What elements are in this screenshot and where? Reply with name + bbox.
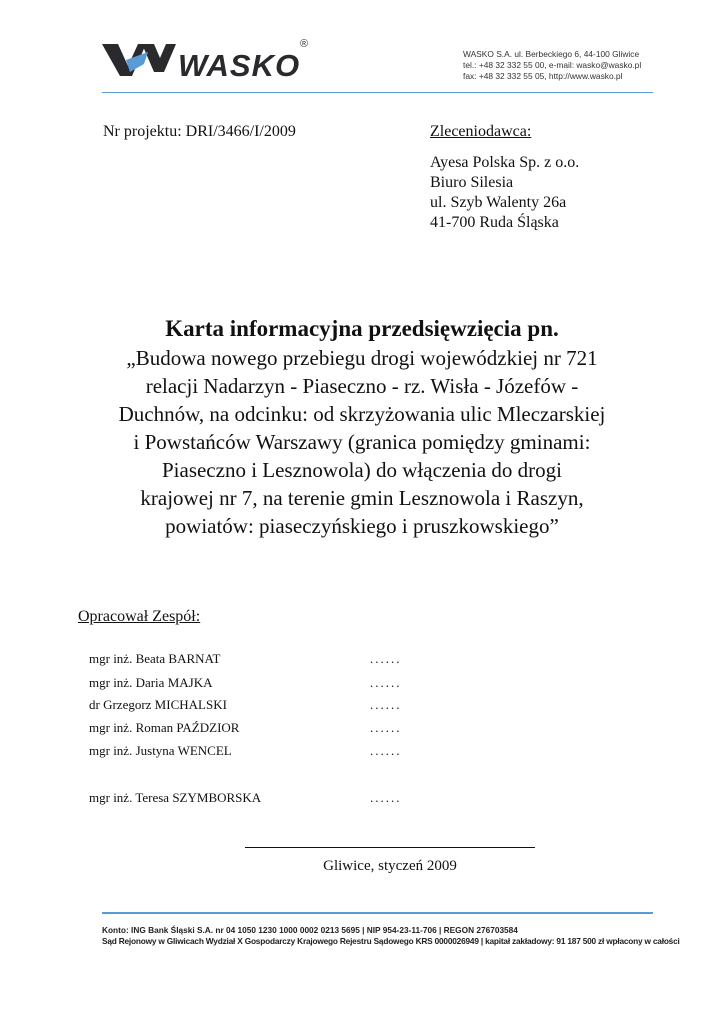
client-office: Biuro Silesia	[430, 174, 514, 191]
document-title-block	[80, 314, 644, 540]
footer-divider	[102, 912, 653, 914]
company-contact-info	[463, 49, 641, 82]
signature-placeholder: ......	[370, 790, 402, 805]
team-heading: Opracował Zespół:	[78, 608, 201, 625]
signature-placeholder: ......	[370, 720, 402, 735]
team-member-name: mgr inż. Daria MAJKA	[89, 675, 213, 690]
company-logo	[102, 40, 317, 82]
team-member-name: mgr inż. Justyna WENCEL	[89, 743, 232, 758]
header-divider	[102, 92, 653, 93]
team-member-name: mgr inż. Teresa SZYMBORSKA	[89, 790, 262, 805]
subtitle-line: krajowej nr 7, na terenie gmin Lesznowola i Raszyn,	[140, 486, 584, 510]
client-city: 41-700 Ruda Śląska	[430, 214, 559, 231]
subtitle-line: i Powstańców Warszawy (granica pomiędzy gminami:	[133, 430, 591, 454]
client-company: Ayesa Polska Sp. z o.o.	[430, 154, 580, 171]
subtitle-line: relacji Nadarzyn - Piaseczno - rz. Wisła - Józefów -	[145, 374, 579, 398]
client-street: ul. Szyb Walenty 26a	[430, 194, 567, 211]
wasko-logo-mark-icon	[102, 42, 178, 78]
subtitle-line: powiatów: piaseczyńskiego i pruszkowskiego”	[165, 514, 559, 538]
place-and-date: Gliwice, styczeń 2009	[323, 858, 457, 874]
company-address: WASKO S.A. ul. Berbeckiego 6, 44-100 Gliwice	[463, 49, 640, 59]
court-registration-line: Sąd Rejonowy w Gliwicach Wydział X Gospodarczy Krajowego Rejestru Sądowego KRS 0000026949 | kapitał zakładowy: 91 187 500 zł wpłacony w całości	[102, 936, 680, 946]
team-member-name: mgr inż. Roman PAŹDZIOR	[89, 720, 240, 735]
signature-placeholder: ......	[370, 651, 402, 666]
subtitle-line: Piaseczno i Lesznowola) do włączenia do drogi	[161, 458, 563, 482]
project-number: Nr projektu: DRI/3466/I/2009	[103, 123, 296, 140]
company-fax-web: fax: +48 32 332 55 05, http://www.wasko.pl	[463, 71, 623, 81]
document-title: Karta informacyjna przedsięwzięcia pn.	[165, 316, 559, 341]
registered-mark: ®	[300, 38, 309, 50]
logo-wordmark: WASKO	[178, 48, 301, 83]
date-divider	[245, 847, 535, 848]
signature-placeholder: ......	[370, 675, 402, 690]
subtitle-line: Duchnów, na odcinku: od skrzyżowania ulic Mleczarskiej	[118, 402, 606, 426]
signature-placeholder: ......	[370, 697, 402, 712]
subtitle-line: „Budowa nowego przebiegu drogi wojewódzkiej nr 721	[126, 346, 598, 370]
client-heading: Zleceniodawca:	[430, 123, 532, 140]
company-phone-email: tel.: +48 32 332 55 00, e-mail: wasko@wasko.pl	[463, 60, 642, 70]
signature-placeholder: ......	[370, 743, 402, 758]
document-subtitle	[80, 344, 644, 540]
team-member-name: dr Grzegorz MICHALSKI	[89, 697, 227, 712]
footer-company-registration	[102, 925, 680, 947]
client-address	[430, 153, 579, 233]
team-member-name: mgr inż. Beata BARNAT	[89, 651, 221, 666]
bank-account-line: Konto: ING Bank Śląski S.A. nr 04 1050 1230 1000 0002 0213 5695 | NIP 954-23-11-706 | REGON 276703584	[102, 925, 518, 935]
